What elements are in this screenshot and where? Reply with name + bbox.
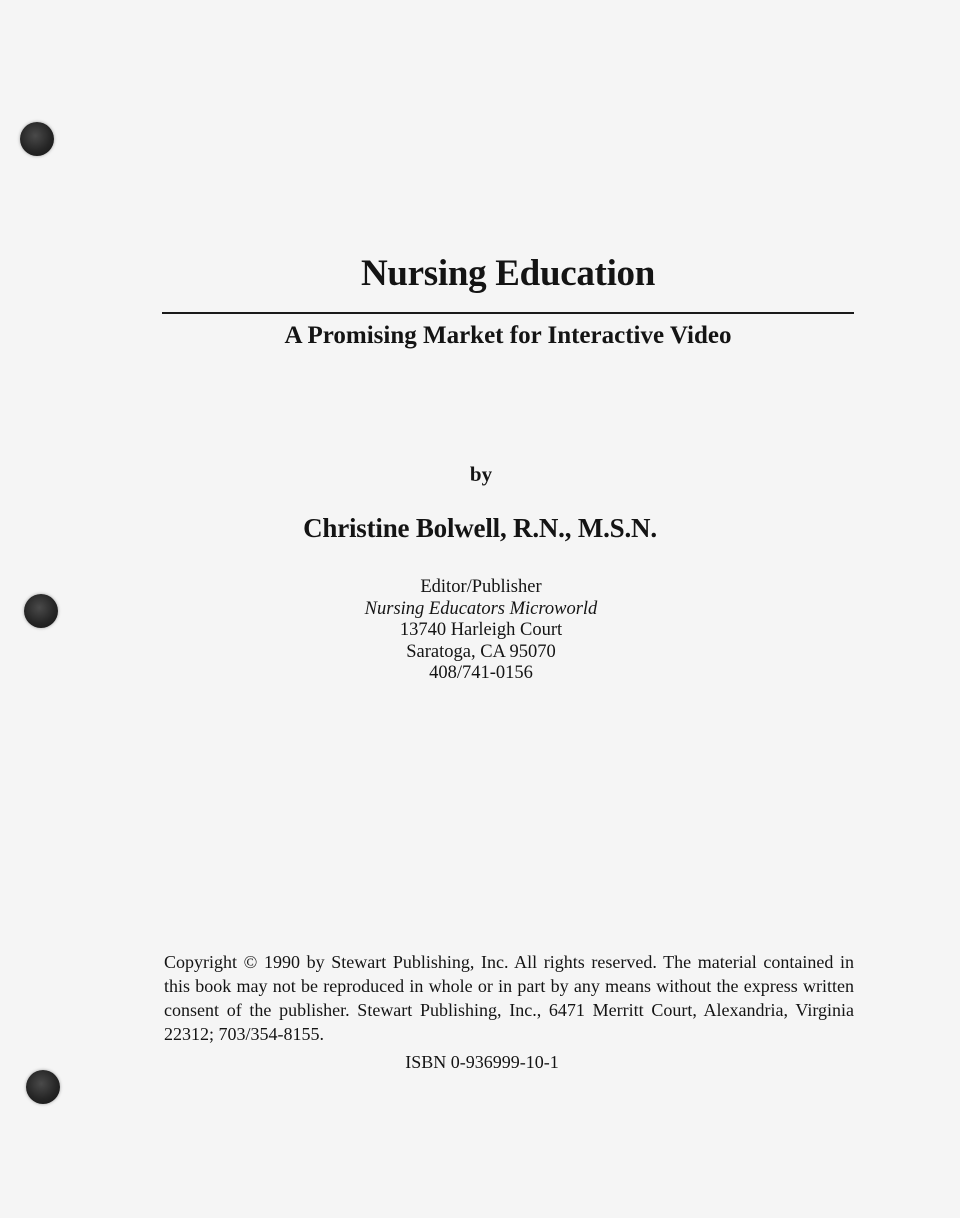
punch-hole-top	[20, 122, 54, 156]
title-divider	[162, 312, 854, 314]
copyright-notice: Copyright © 1990 by Stewart Publishing, Inc. All rights reserved. The material contained in this book may not be reproduced in whole or in part by any means without the express written consent of the publisher. Stewart Publishing, Inc., 6471 Merritt Court, Alexandria, Virginia 22312; 703/354-8155.	[164, 952, 854, 1044]
document-title: Nursing Education	[360, 253, 656, 294]
document-subtitle: A Promising Market for Interactive Video	[284, 322, 732, 349]
author-name: Christine Bolwell, R.N., M.S.N.	[303, 513, 657, 543]
affiliation-phone: 408/741-0156	[429, 663, 533, 683]
isbn-number: ISBN 0-936999-10-1	[405, 1052, 559, 1072]
byline: by	[469, 462, 493, 486]
affiliation-organization: Nursing Educators Microworld	[364, 598, 598, 619]
affiliation-role: Editor/Publisher	[420, 577, 542, 597]
affiliation-city: Saratoga, CA 95070	[406, 641, 556, 662]
author-affiliation	[0, 577, 960, 685]
punch-hole-bottom	[26, 1070, 60, 1104]
affiliation-street: 13740 Harleigh Court	[399, 620, 563, 640]
